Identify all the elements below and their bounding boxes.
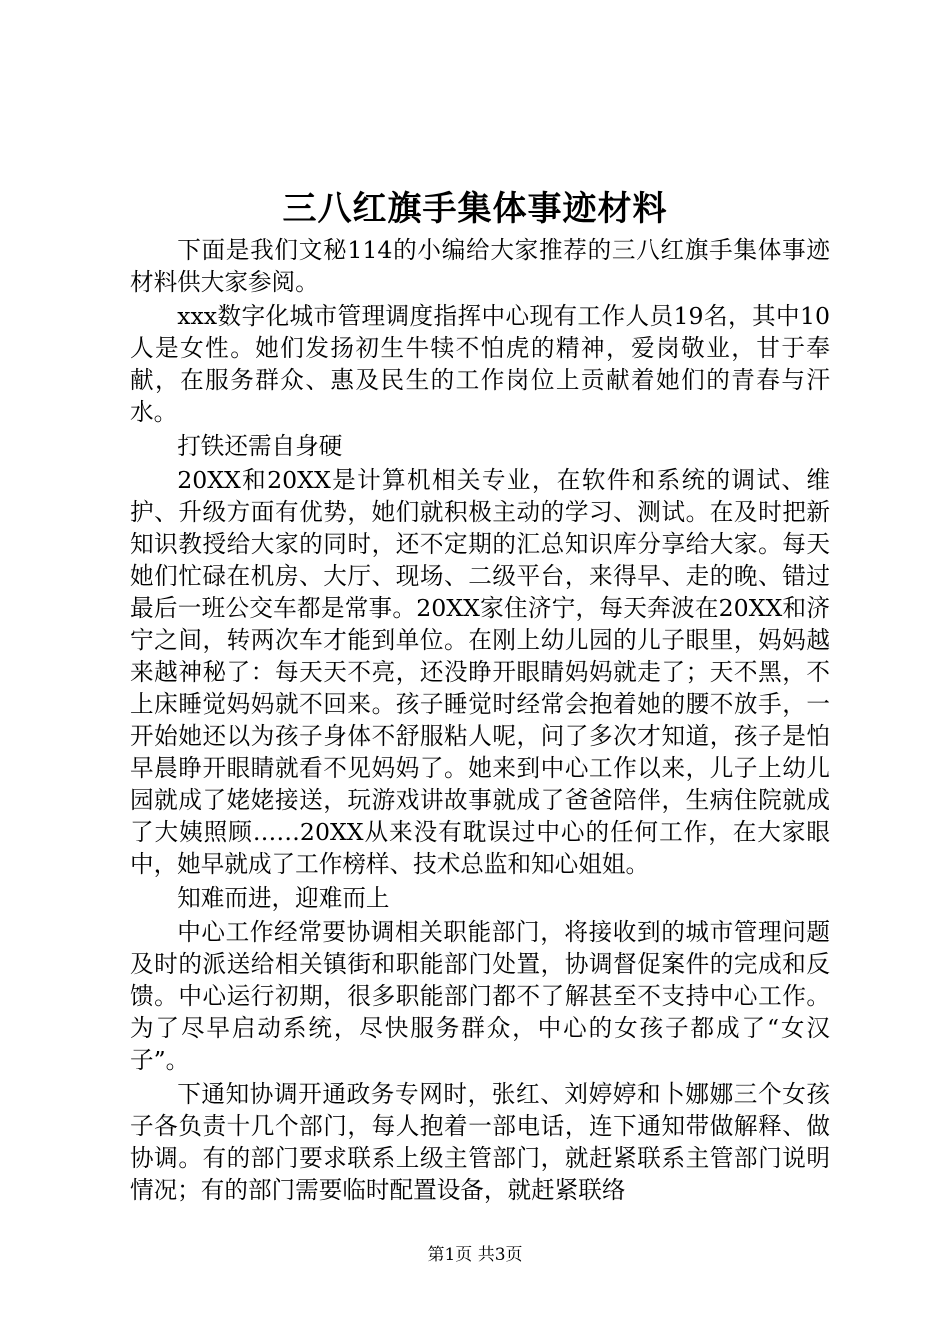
page-number-footer: 第1页 共3页	[427, 1245, 523, 1265]
paragraph-section-1: 20XX和20XX是计算机相关专业，在软件和系统的调试、维护、升级方面有优势，她们就积极主动的学习、测试。在及时把新知识教授给大家的同时，还不定期的汇总知识库分享给大家。每天她们忙碌在机房、大厅、现场、二级平台，来得早、走的晚、错过最后一班公交车都是常事。20XX家住济宁，每天奔波在20XX和济宁之间，转两次车才能到单位。在刚上幼儿园的儿子眼里，妈妈越来越神秘了：每天天不亮，还没睁开眼睛妈妈就走了；天不黑，不上床睡觉妈妈就不回来。孩子睡觉时经常会抱着她的腰不放手，一开始她还以为孩子身体不舒服粘人呢，问了多次才知道，孩子是怕早晨睁开眼睛就看不见妈妈了。她来到中心工作以来，儿子上幼儿园就成了姥姥接送，玩游戏讲故事就成了爸爸陪伴，生病住院就成了大姨照顾……20XX从来没有耽误过中心的任何工作，在大家眼中，她早就成了工作榜样、技术总监和知心姐姐。	[130, 466, 830, 878]
section-heading-1: 打铁还需自身硬	[177, 432, 343, 460]
paragraph-intro: 下面是我们文秘114的小编给大家推荐的三八红旗手集体事迹材料供大家参阅。	[130, 236, 830, 296]
paragraph-section-2b: 下通知协调开通政务专网时，张红、刘婷婷和卜娜娜三个女孩子各负责十几个部门，每人抱着一部电话，连下通知带做解释、做协调。有的部门要求联系上级主管部门，就赶紧联系主管部门说明情况；有的部门需要临时配置设备，就赶紧联络	[130, 1080, 830, 1204]
document-body	[130, 234, 830, 1208]
paragraph-section-2: 中心工作经常要协调相关职能部门，将接收到的城市管理问题及时的派送给相关镇街和职能部门处置，协调督促案件的完成和反馈。中心运行初期，很多职能部门都不了解甚至不支持中心工作。为了尽早启动系统，尽快服务群众，中心的女孩子都成了“女汉子”。	[130, 918, 830, 1074]
section-heading-2: 知难而进，迎难而上	[177, 884, 390, 912]
paragraph-overview: xxx数字化城市管理调度指挥中心现有工作人员19名，其中10人是女性。她们发扬初生牛犊不怕虎的精神，爱岗敬业，甘于奉献，在服务群众、惠及民生的工作岗位上贡献着她们的青春与汗水。	[130, 302, 830, 426]
document-title: 三八红旗手集体事迹材料	[282, 189, 668, 229]
